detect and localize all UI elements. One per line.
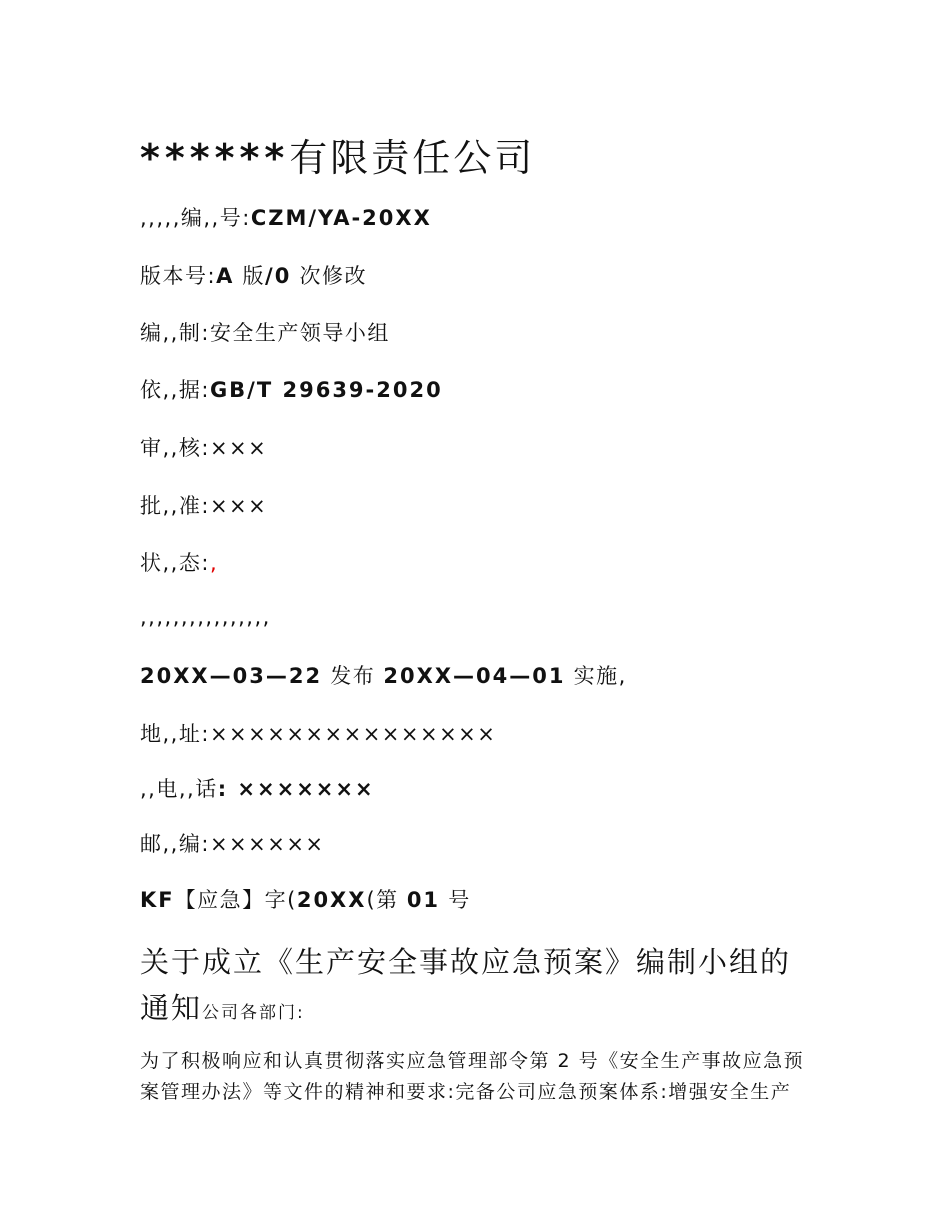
review-label: 审,,核: xyxy=(140,436,210,460)
approve-value: ××× xyxy=(209,494,268,518)
postal-value: ×××××× xyxy=(209,832,325,856)
reference-hao: 号 xyxy=(440,888,471,912)
reference-bracket: 【应急】字( xyxy=(174,888,297,912)
reference-year: 20XX xyxy=(296,888,367,912)
basis-label: 依,,据: xyxy=(140,378,210,402)
notice-body-text: 为了积极响应和认真贯彻落实应急管理部令第 2 号《安全生产事故应急预案管理办法》等文件的精神和要求:完备公司应急预案体系:增强安全生产 xyxy=(140,1050,805,1103)
version-label: 版本号: xyxy=(140,264,217,288)
compiler-line xyxy=(140,317,390,347)
document-number-label: ,,,,,编,,号: xyxy=(140,206,251,230)
company-title xyxy=(140,127,535,182)
notice-body xyxy=(140,1046,820,1108)
basis-line xyxy=(140,374,443,404)
dates-line xyxy=(140,660,627,690)
compiler-label: 编,,制: xyxy=(140,321,210,345)
document-number-value: CZM/YA-20XX xyxy=(250,206,432,230)
address-value: ××××××××××××××× xyxy=(209,722,497,746)
reference-di: (第 xyxy=(366,888,407,912)
notice-title: 关于成立《生产安全事故应急预案》编制小组的通知 xyxy=(140,945,792,1025)
reference-number: 01 xyxy=(406,888,441,912)
notice-addressee: 公司各部门: xyxy=(202,1003,305,1023)
effective-word: 实施, xyxy=(565,664,627,688)
version-letter: A xyxy=(216,264,235,288)
phone-value: ××××××× xyxy=(237,777,375,801)
status-label: 状,,态: xyxy=(140,551,210,575)
status-value: , xyxy=(209,551,219,575)
address-label: 地,,址: xyxy=(140,722,210,746)
release-word: 发布 xyxy=(322,664,384,688)
postal-line xyxy=(140,828,325,858)
approve-label: 批,,准: xyxy=(140,494,210,518)
company-name: 有限责任公司 xyxy=(289,136,536,180)
document-reference-line xyxy=(140,884,471,914)
approve-line xyxy=(140,490,267,520)
effective-date: 20XX—04—01 xyxy=(383,664,566,688)
document-number-line xyxy=(140,202,432,232)
version-revision-word: 次修改 xyxy=(291,264,368,288)
reference-prefix: KF xyxy=(140,888,175,912)
basis-value: GB/T 29639-2020 xyxy=(209,378,443,402)
review-value: ××× xyxy=(209,436,268,460)
postal-label: 邮,,编: xyxy=(140,832,210,856)
phone-line xyxy=(140,773,375,803)
comma-filler: ,,,,,,,,,,,,,,,, xyxy=(140,605,271,629)
status-line xyxy=(140,547,218,577)
phone-colon: : xyxy=(217,777,238,801)
release-date: 20XX—03—22 xyxy=(140,664,323,688)
review-line xyxy=(140,432,267,462)
version-edition: 版 xyxy=(234,264,266,288)
version-line xyxy=(140,260,367,290)
address-line xyxy=(140,718,496,748)
company-stars: ****** xyxy=(140,136,290,180)
phone-label: ,,电,,话 xyxy=(140,777,218,801)
version-revision: /0 xyxy=(265,264,292,288)
notice-heading xyxy=(140,939,820,1036)
comma-line xyxy=(140,605,271,629)
compiler-value: 安全生产领导小组 xyxy=(209,321,390,345)
